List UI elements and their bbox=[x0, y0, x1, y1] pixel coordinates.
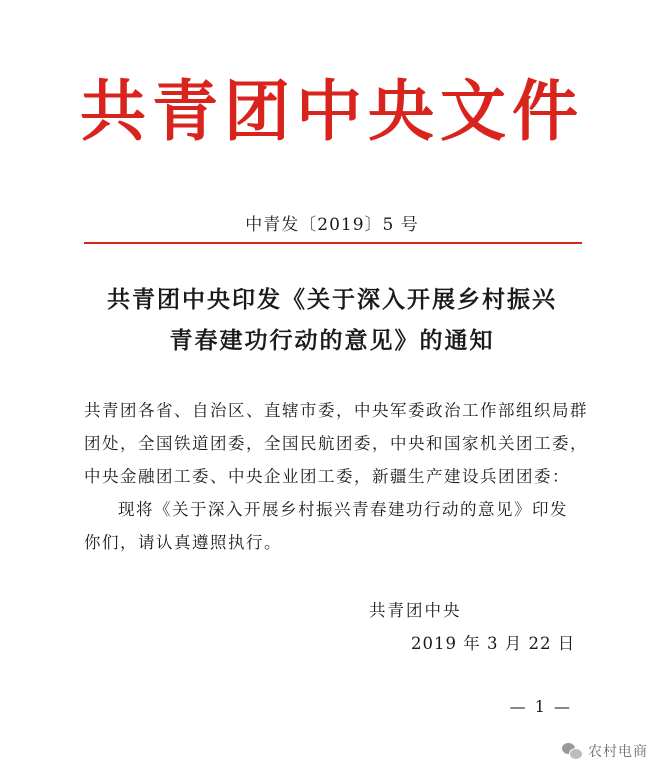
red-divider bbox=[84, 242, 582, 244]
page-number: — 1 — bbox=[509, 697, 572, 716]
body-line: 共青团各省、自治区、直辖市委，中央军委政治工作部组织局群 bbox=[84, 401, 588, 420]
body-line: 现将《关于深入开展乡村振兴青春建功行动的意见》印发 bbox=[118, 500, 568, 519]
body-line: 中央金融团工委、中央企业团工委，新疆生产建设兵团团委： bbox=[84, 467, 570, 486]
notice-title-line-2: 青春建功行动的意见》的通知 bbox=[169, 327, 495, 354]
body-line: 你们，请认真遵照执行。 bbox=[84, 533, 282, 552]
watermark bbox=[562, 741, 648, 761]
document-number: 中青发〔2019〕5 号 bbox=[245, 215, 419, 235]
wechat-icon bbox=[562, 743, 582, 759]
signature-date: 2019 年 3 月 22 日 bbox=[411, 634, 576, 653]
notice-title-line-1: 共青团中央印发《关于深入开展乡村振兴 bbox=[107, 286, 557, 313]
body-line: 团处，全国铁道团委，全国民航团委，中央和国家机关团工委， bbox=[84, 434, 588, 453]
signature-organization: 共青团中央 bbox=[369, 601, 462, 620]
watermark-text: 农村电商 bbox=[588, 744, 648, 760]
document-header-title: 共青团中央文件 bbox=[80, 72, 584, 150]
